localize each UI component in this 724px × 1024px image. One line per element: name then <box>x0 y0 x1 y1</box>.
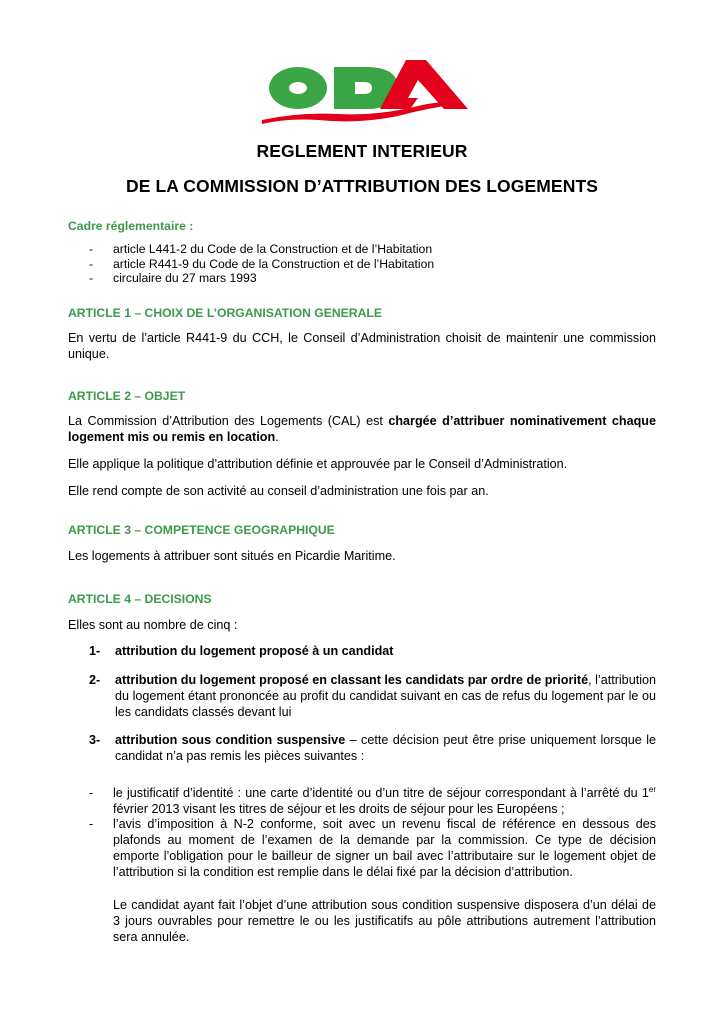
list-item: - article L441-2 du Code de la Construction et de l’Habitation <box>89 242 656 257</box>
article2-paragraph2: Elle applique la politique d’attribution définie et approuvée par le Conseil d’Administration. <box>68 457 568 471</box>
decision-item-1 <box>89 643 656 659</box>
text-span: – cette décision peut être prise uniquement lorsque le candidat n’a pas remis les pièces suivantes : <box>115 733 656 763</box>
article2-paragraph3: Elle rend compte de son activité au conseil d’administration une fois par an. <box>68 484 489 498</box>
bold-span: attribution sous condition suspensive <box>115 733 346 747</box>
article1-heading: ARTICLE 1 – CHOIX DE L’ORGANISATION GENERALE <box>68 306 382 320</box>
text-span: . <box>275 430 279 444</box>
list-item: - article R441-9 du Code de la Construction et de l’Habitation <box>89 257 656 272</box>
item-number: 3- <box>89 733 101 747</box>
required-document-1: - le justificatif d’identité : une carte d’identité ou d’un titre de séjour correspondant à l’arrêté du 1er février 2013 visant les titres de séjour et les droits de séjour pour les Européens ; <box>89 784 656 816</box>
document-title-line1: REGLEMENT INTERIEUR <box>256 141 468 161</box>
bold-span: chargée d’attribuer nominativement chaque logement mis ou remis en location <box>68 414 656 444</box>
cadre-list <box>89 242 656 286</box>
article3-heading: ARTICLE 3 – COMPETENCE GEOGRAPHIQUE <box>68 523 335 537</box>
article1-text: En vertu de l’article R441-9 du CCH, le Conseil d’Administration choisit de maintenir une commission unique. <box>68 331 656 361</box>
article4-heading: ARTICLE 4 – DECISIONS <box>68 592 212 606</box>
superscript: er <box>648 784 656 794</box>
decision-item-2 <box>89 672 656 720</box>
text-span: , l’attribution du logement étant prononcée au profit du candidat suivant en cas de refus du logement par le ou les candidats classés devant lui <box>115 673 656 719</box>
text-span: l’avis d’imposition à N-2 conforme, soit avec un revenu fiscal de référence en dessous des plafonds au moment de l’examen de la demande par la commission. Ce type de décision emporte l’obligation pour le bailleur de signer un bail avec l’attributaire sur le logement objet de l’attribution si la condition est remplie dans le délai fixé par la décision d’attribution. <box>113 817 656 879</box>
article3-text: Les logements à attribuer sont situés en Picardie Maritime. <box>68 549 396 563</box>
oda-logo <box>258 56 470 126</box>
text-span: La Commission d’Attribution des Logements (CAL) est <box>68 414 389 428</box>
article2-heading: ARTICLE 2 – OBJET <box>68 389 186 403</box>
required-document-2: - l’avis d’imposition à N-2 conforme, soit avec un revenu fiscal de référence en dessous des plafonds au moment de l’examen de la demande par la commission. Ce type de décision emporte l’obligation pour le bailleur de signer un bail avec l’attributaire sur le logement objet de l’attribution si la condition est remplie dans le délai fixé par la décision d’attribution. <box>89 817 656 879</box>
text-span: le justificatif d’identité : une carte d’identité ou d’un titre de séjour correspondant à l’arrêté du 1 <box>113 786 649 800</box>
item-number: 1- <box>89 644 101 658</box>
document-title-line2: DE LA COMMISSION D’ATTRIBUTION DES LOGEMENTS <box>125 176 599 196</box>
cadre-heading: Cadre réglementaire : <box>68 219 194 233</box>
list-item: - circulaire du 27 mars 1993 <box>89 271 656 286</box>
text-span: février 2013 visant les titres de séjour et les droits de séjour pour les Européens ; <box>113 802 565 816</box>
article4-intro: Elles sont au nombre de cinq : <box>68 618 238 632</box>
article2-paragraph1 <box>68 413 656 445</box>
bold-span: attribution du logement proposé à un candidat <box>115 644 394 658</box>
article4-closing: Le candidat ayant fait l’objet d’une attribution sous condition suspensive disposera d’un délai de 3 jours ouvrables pour remettre le ou les justificatifs au pôle attributions autrement l’attribution sera annulée. <box>113 898 656 944</box>
decision-item-3 <box>89 732 656 764</box>
bold-span: attribution du logement proposé en classant les candidats par ordre de priorité <box>115 673 589 687</box>
item-number: 2- <box>89 673 101 687</box>
